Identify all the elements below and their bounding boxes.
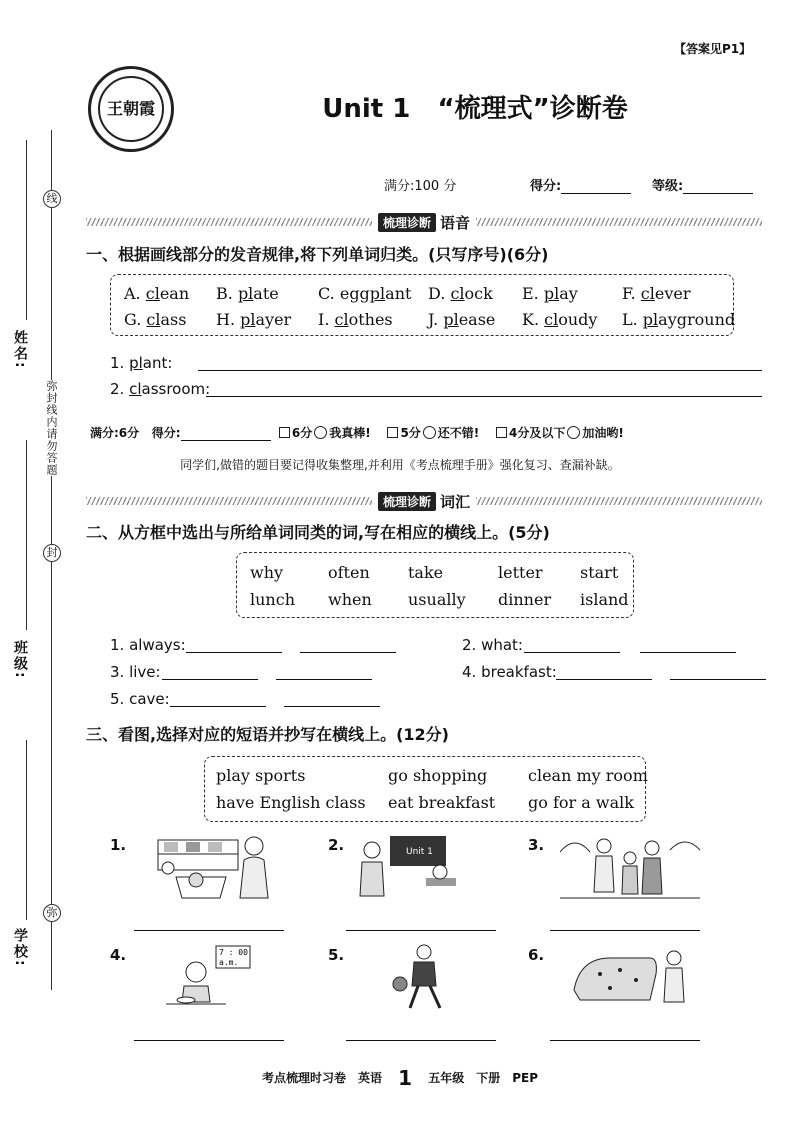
clock-time: 7 : 00: [219, 948, 248, 957]
picture-number: 4.: [110, 946, 127, 964]
phrase-option: play sports: [216, 766, 306, 785]
q2-item-label: 3. live:: [110, 663, 161, 681]
school-blank[interactable]: [26, 740, 27, 920]
vocab-word: when: [328, 590, 372, 609]
word-suffix: ock: [464, 284, 493, 303]
checkbox-6[interactable]: [279, 427, 290, 438]
section-tag: 梳理诊断: [378, 213, 436, 232]
word-prefix: A.: [124, 284, 146, 303]
phonics-word: [622, 284, 690, 303]
q1-item-label: [110, 380, 210, 398]
school-label: 学校:: [12, 928, 28, 968]
word-underlined-part: pl: [369, 284, 386, 303]
seal-char-seal: 封: [43, 544, 61, 562]
phrase-option: have English class: [216, 793, 366, 812]
word-suffix: ever: [654, 284, 691, 303]
q1-answer-line[interactable]: [206, 396, 762, 397]
picture-english-class: [340, 832, 480, 902]
phrase-option: go for a walk: [528, 793, 634, 812]
word-prefix: I.: [318, 310, 335, 329]
q2-answer-line[interactable]: [300, 652, 396, 653]
vocab-word: take: [408, 563, 444, 582]
section-name: 词汇: [440, 492, 471, 511]
word-underlined-part: cl: [640, 284, 655, 303]
grade-field[interactable]: [652, 175, 753, 194]
question-3-title: 三、看图,选择对应的短语并抄写在横线上。(12分): [86, 725, 449, 744]
self-check-opt1: 6分: [291, 426, 313, 440]
smile-icon: [314, 426, 327, 439]
phonics-word: [428, 284, 493, 303]
vocab-word: often: [328, 563, 370, 582]
name-blank[interactable]: [26, 140, 27, 320]
score-label: 得分:: [530, 179, 562, 194]
phonics-word: [124, 284, 189, 303]
word-suffix: oudy: [558, 310, 598, 329]
logo-text: 王朝霞: [98, 76, 164, 142]
cheer-face-icon: [567, 426, 580, 439]
q2-answer-line[interactable]: [170, 706, 266, 707]
question-2-title: 二、从方框中选出与所给单词同类的词,写在相应的横线上。(5分): [86, 523, 550, 542]
section-name: 语音: [440, 213, 471, 232]
title-unit: Unit 1: [322, 94, 411, 124]
picture-number: 3.: [528, 836, 545, 854]
phonics-word: [522, 284, 578, 303]
word-suffix: assroom:: [141, 380, 211, 398]
word-prefix: B.: [216, 284, 238, 303]
phonics-word: [124, 310, 186, 329]
footer-right: 五年级 下册 PEP: [428, 1071, 539, 1085]
phrase-option: eat breakfast: [388, 793, 496, 812]
q2-item-label: 2. what:: [462, 636, 523, 654]
word-suffix: othes: [348, 310, 393, 329]
self-check-score-label: 得分:: [151, 426, 181, 440]
picture-clean-room: [570, 944, 710, 1014]
self-check-msg1: 我真棒!: [329, 426, 371, 440]
q2-answer-line[interactable]: [556, 679, 652, 680]
phonics-word: [216, 284, 279, 303]
word-underlined-part: cl: [145, 284, 160, 303]
self-check-full: 满分:6分: [90, 426, 140, 440]
q2-answer-line[interactable]: [670, 679, 766, 680]
picture-number: 1.: [110, 836, 127, 854]
word-prefix: H.: [216, 310, 241, 329]
q3-answer-line[interactable]: [346, 930, 496, 931]
word-suffix: ean: [159, 284, 190, 303]
phonics-word: [318, 310, 393, 329]
board-text: Unit 1: [406, 847, 433, 857]
word-underlined-part: cl: [450, 284, 465, 303]
word-prefix: K.: [522, 310, 545, 329]
phrase-option: go shopping: [388, 766, 488, 785]
self-check-opt3: 4分及以下: [509, 426, 566, 440]
phonics-word: [216, 310, 291, 329]
phonics-word: [622, 310, 735, 329]
word-prefix: 2.: [110, 380, 130, 398]
seal-note: 弥封线内请勿答题: [42, 380, 60, 476]
word-prefix: E.: [522, 284, 544, 303]
answer-reference: 【答案见P1】: [674, 42, 752, 56]
q2-answer-line[interactable]: [524, 652, 620, 653]
q3-answer-line[interactable]: [550, 930, 700, 931]
q2-item-label: 1. always:: [110, 636, 186, 654]
q3-answer-line[interactable]: [550, 1040, 700, 1041]
review-hint: 同学们,做错的题目要记得收集整理,并利用《考点梳理手册》强化复习、查漏补缺。: [180, 458, 620, 472]
clock-ampm: a.m.: [219, 958, 239, 967]
word-prefix: F.: [622, 284, 641, 303]
phonics-word: [428, 310, 495, 329]
word-prefix: C. egg: [318, 284, 370, 303]
page-title: [0, 88, 800, 125]
word-suffix: ayground: [658, 310, 736, 329]
vocab-word: island: [580, 590, 629, 609]
picture-number: 5.: [328, 946, 345, 964]
q3-answer-line[interactable]: [134, 1040, 284, 1041]
word-suffix: ay: [559, 284, 578, 303]
self-check-bar: [90, 424, 624, 441]
class-label: 班级:: [12, 640, 28, 680]
self-check-msg3: 加油哟!: [582, 426, 624, 440]
phonics-word: [522, 310, 597, 329]
word-underlined-part: pl: [543, 284, 560, 303]
checkbox-5[interactable]: [387, 427, 398, 438]
picture-breakfast: [156, 944, 296, 1014]
word-suffix: ease: [458, 310, 496, 329]
self-check-opt2: 5分: [400, 426, 421, 440]
q2-answer-line[interactable]: [186, 652, 282, 653]
vocab-word: start: [580, 563, 619, 582]
seal-char-line: 线: [43, 190, 61, 208]
name-label: 姓名:: [12, 330, 28, 370]
q3-answer-line[interactable]: [346, 1040, 496, 1041]
phonics-word: [318, 284, 411, 303]
footer-left: 考点梳理时习卷 英语: [261, 1071, 382, 1085]
checkbox-4[interactable]: [496, 427, 507, 438]
word-suffix: ass: [160, 310, 187, 329]
word-suffix: ant:: [142, 354, 173, 372]
word-prefix: G.: [124, 310, 147, 329]
picture-number: 6.: [528, 946, 545, 964]
word-underlined-part: pl: [443, 310, 459, 329]
word-suffix: ayer: [255, 310, 292, 329]
q2-answer-line[interactable]: [284, 706, 380, 707]
q2-answer-line[interactable]: [640, 652, 736, 653]
word-underlined-part: pl: [129, 354, 143, 372]
vocab-word: usually: [408, 590, 466, 609]
word-underlined-part: pl: [642, 310, 659, 329]
seal-char-mi: 弥: [43, 904, 61, 922]
phrase-option: clean my room: [528, 766, 648, 785]
word-underlined-part: pl: [237, 284, 254, 303]
word-suffix: ant: [385, 284, 412, 303]
word-underlined-part: cl: [146, 310, 161, 329]
picture-shopping: [156, 832, 296, 902]
word-underlined-part: cl: [334, 310, 349, 329]
word-underlined-part: cl: [129, 380, 142, 398]
section-tag: 梳理诊断: [378, 492, 436, 511]
score-field[interactable]: [530, 175, 631, 194]
neutral-face-icon: [423, 426, 436, 439]
vocab-word: lunch: [250, 590, 295, 609]
grade-label: 等级:: [652, 179, 684, 194]
q1-item-label: [110, 354, 172, 372]
page-footer: [0, 1066, 800, 1090]
picture-walk: [560, 832, 700, 902]
q2-item-label: 4. breakfast:: [462, 663, 557, 681]
word-prefix: J.: [428, 310, 444, 329]
word-prefix: L.: [622, 310, 643, 329]
vocab-word: why: [250, 563, 284, 582]
q2-answer-line[interactable]: [276, 679, 372, 680]
word-underlined-part: pl: [240, 310, 256, 329]
section-divider-vocab: [86, 493, 762, 509]
vocab-word: letter: [498, 563, 543, 582]
picture-number: 2.: [328, 836, 345, 854]
word-prefix: 1.: [110, 354, 130, 372]
word-underlined-part: cl: [544, 310, 559, 329]
title-name: “梳理式”诊断卷: [437, 94, 628, 124]
q3-answer-line[interactable]: [134, 930, 284, 931]
q1-answer-line[interactable]: [198, 370, 762, 371]
full-score: 满分:100 分: [384, 179, 457, 194]
question-1-title: 一、根据画线部分的发音规律,将下列单词归类。(只写序号)(6分): [86, 245, 549, 264]
word-prefix: D.: [428, 284, 451, 303]
self-check-msg2: 还不错!: [437, 426, 480, 440]
section-divider-phonics: [86, 214, 762, 230]
vocab-word: dinner: [498, 590, 552, 609]
q2-item-label: 5. cave:: [110, 690, 170, 708]
q2-answer-line[interactable]: [162, 679, 258, 680]
picture-sports: [360, 944, 500, 1014]
page-number: 1: [398, 1066, 413, 1090]
word-suffix: ate: [253, 284, 279, 303]
